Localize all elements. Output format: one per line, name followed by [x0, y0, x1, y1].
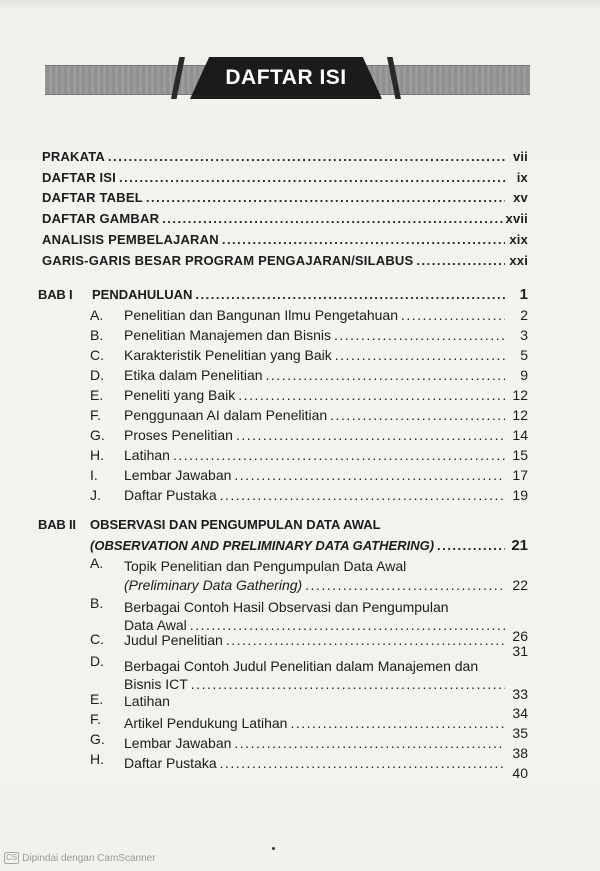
toc-item-page: 2: [520, 307, 528, 323]
toc-item-title: Etika dalam Penelitian: [124, 367, 263, 383]
toc-item-page: 34: [512, 705, 528, 721]
toc-item-title: Lembar Jawaban: [124, 735, 232, 751]
toc-item-page: 33: [512, 686, 528, 702]
toc-item-title: Penggunaan AI dalam Penelitian: [124, 407, 328, 423]
dot-leader: [220, 754, 505, 772]
toc-entry-page: xxi: [509, 253, 528, 268]
dot-leader: [330, 406, 505, 424]
toc-entry-daftar-tabel: [42, 189, 528, 207]
toc-entry-page: vii: [512, 149, 528, 164]
toc-entry-page: xv: [513, 190, 528, 205]
toc-item-title: Karakteristik Penelitian yang Baik: [124, 347, 332, 363]
dot-leader: [238, 386, 505, 404]
toc-item: [124, 714, 528, 741]
item-letter: A.: [90, 307, 104, 323]
toc-item-title: Daftar Pustaka: [124, 487, 217, 503]
chapter-page: 21: [511, 537, 528, 554]
dot-leader: [236, 426, 505, 444]
dot-leader: [108, 148, 505, 166]
toc-item-page: 22: [512, 577, 528, 593]
toc-entry-page: xix: [509, 232, 528, 247]
dot-leader: [234, 734, 505, 752]
dot-leader: [290, 714, 505, 732]
toc-item-page: 26: [512, 628, 528, 644]
toc-item-page: 19: [512, 487, 528, 503]
chapter-label: BAB II: [38, 517, 76, 532]
toc-item-title-line1: Berbagai Contoh Hasil Observasi dan Pengumpulan: [124, 599, 449, 615]
item-letter: I.: [90, 467, 98, 483]
dot-leader: [437, 537, 505, 555]
chapter-page: 1: [519, 286, 528, 303]
item-letter: H.: [90, 751, 104, 767]
item-letter: C.: [90, 347, 104, 363]
toc-item-title: Peneliti yang Baik: [124, 387, 236, 403]
page-title: DAFTAR ISI: [225, 66, 347, 89]
toc-item: [124, 466, 528, 484]
toc-entry-analisis-pembelajaran: [42, 231, 528, 249]
item-letter: G.: [90, 731, 105, 747]
item-letter: C.: [90, 631, 104, 647]
toc-item-title-line1: Topik Penelitian dan Pengumpulan Data Awal: [124, 558, 407, 574]
item-letter: H.: [90, 447, 104, 463]
toc-entry-title: GARIS-GARIS BESAR PROGRAM PENGAJARAN/SILABUS: [42, 253, 414, 268]
scanner-watermark: [4, 852, 156, 864]
dot-leader: [334, 326, 505, 344]
toc-item: [124, 306, 528, 324]
title-banner: [45, 57, 530, 99]
item-letter: B.: [90, 327, 104, 343]
toc-item-title: Proses Penelitian: [124, 427, 233, 443]
toc-item-page: 5: [520, 347, 528, 363]
item-letter: F.: [90, 407, 101, 423]
chapter-label: BAB I: [38, 287, 73, 302]
toc-item-page: 12: [512, 407, 528, 423]
item-letter: D.: [90, 367, 104, 383]
toc-item: [124, 386, 528, 404]
dot-leader: [335, 346, 505, 364]
dot-leader: [191, 675, 505, 693]
item-letter: E.: [90, 691, 104, 707]
chapter-title: PENDAHULUAN: [92, 287, 193, 302]
toc-item: [124, 631, 528, 659]
toc-item-title: Penelitian Manajemen dan Bisnis: [124, 327, 332, 343]
toc-entry-title: DAFTAR ISI: [42, 170, 116, 185]
dot-leader: [401, 306, 505, 324]
toc-entry-daftar-gambar: [42, 210, 528, 228]
dot-leader: [266, 366, 505, 384]
chapter-heading-bab1: [92, 286, 528, 304]
toc-item-page: 14: [512, 427, 528, 443]
toc-item-title: Judul Penelitian: [124, 632, 223, 648]
toc-item-page: 3: [520, 327, 528, 343]
toc-item: [124, 426, 528, 444]
page-mark: [272, 847, 275, 850]
toc-item: [124, 326, 528, 344]
toc-item-title-line2: (Preliminary Data Gathering): [124, 577, 303, 593]
page-top-shadow: [0, 0, 600, 10]
watermark-text: Dipindai dengan CamScanner: [22, 852, 156, 864]
dot-leader: [173, 446, 505, 464]
toc-entry-silabus: [42, 252, 528, 270]
toc-item: [124, 346, 528, 364]
toc-item-page: 38: [512, 745, 528, 761]
toc-item-page: 40: [512, 765, 528, 781]
dot-leader: [226, 631, 505, 649]
toc-item-title: Latihan: [124, 693, 170, 709]
toc-item-title-line1: Berbagai Contoh Judul Penelitian dalam Manajemen dan: [124, 658, 479, 674]
toc-item-page: 9: [520, 367, 528, 383]
toc-item: [124, 692, 528, 721]
toc-item-title: Latihan: [124, 447, 170, 463]
toc-item-page: 17: [512, 467, 528, 483]
toc-item-title-line2: Bisnis ICT: [124, 676, 188, 692]
toc-item-page: 31: [512, 643, 528, 659]
toc-item: [124, 486, 528, 504]
toc-item-title: Daftar Pustaka: [124, 755, 217, 771]
toc-item: [124, 576, 528, 594]
toc-item-page: 12: [512, 387, 528, 403]
toc-entry-title: ANALISIS PEMBELAJARAN: [42, 232, 219, 247]
dot-leader: [195, 286, 505, 304]
toc-item-page: 15: [512, 447, 528, 463]
toc-entry-title: DAFTAR TABEL: [42, 190, 143, 205]
dot-leader: [305, 576, 505, 594]
dot-leader: [234, 466, 505, 484]
toc-entry-page: ix: [516, 170, 528, 185]
item-letter: J.: [90, 487, 101, 503]
toc-item: [124, 754, 528, 781]
item-letter: A.: [90, 555, 104, 571]
toc-item: [124, 734, 528, 761]
toc-item-title-line2: Data Awal: [124, 617, 187, 633]
item-letter: E.: [90, 387, 104, 403]
item-letter: D.: [90, 653, 104, 669]
toc-item-title: Penelitian dan Bangunan Ilmu Pengetahuan: [124, 307, 398, 323]
toc-entry-prakata: [42, 148, 528, 166]
dot-leader: [162, 210, 502, 228]
dot-leader: [416, 252, 505, 270]
toc-item-page: 35: [512, 725, 528, 741]
toc-entry-page: xvii: [505, 211, 528, 226]
dot-leader: [222, 231, 505, 249]
item-letter: B.: [90, 595, 104, 611]
toc-item-title: Lembar Jawaban: [124, 467, 232, 483]
toc-item: [124, 406, 528, 424]
toc-item: [124, 366, 528, 384]
chapter-title-line1: OBSERVASI DAN PENGUMPULAN DATA AWAL: [90, 517, 381, 532]
toc-entry-title: DAFTAR GAMBAR: [42, 211, 160, 226]
dot-leader: [220, 486, 505, 504]
toc-item: [124, 446, 528, 464]
toc-entry-daftar-isi: [42, 169, 528, 187]
toc-entry-title: PRAKATA: [42, 149, 106, 164]
dot-leader: [119, 169, 505, 187]
dot-leader: [146, 189, 505, 207]
item-letter: G.: [90, 427, 105, 443]
camscanner-icon: CS: [6, 853, 18, 862]
item-letter: F.: [90, 711, 101, 727]
chapter-title-line2: (OBSERVATION AND PRELIMINARY DATA GATHERING): [90, 538, 435, 553]
toc-item-title: Artikel Pendukung Latihan: [124, 715, 288, 731]
chapter-heading-bab2: [90, 537, 528, 555]
